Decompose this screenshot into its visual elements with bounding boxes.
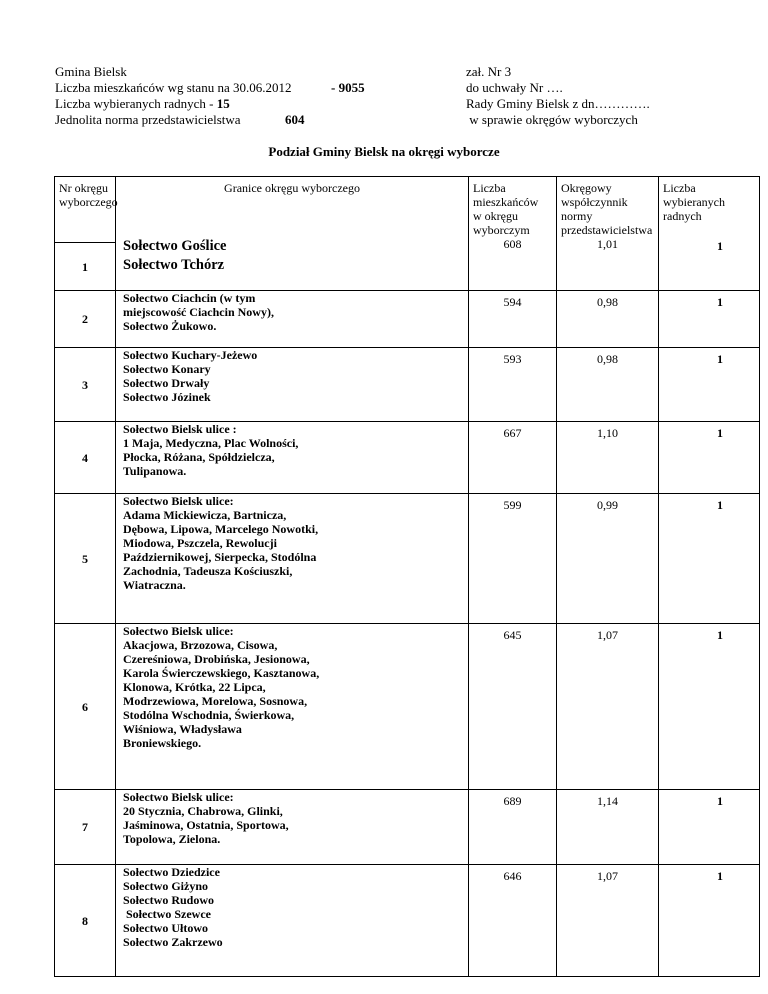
- district-2-councillors: 1: [659, 291, 760, 348]
- document-header-right: [466, 64, 650, 128]
- population-line: [55, 80, 365, 96]
- municipality-name: Gmina Bielsk: [55, 64, 127, 79]
- district-6-population: 645: [469, 624, 557, 790]
- district-2-population: 594: [469, 291, 557, 348]
- district-6-boundaries: Sołectwo Bielsk ulice: Akacjowa, Brzozowa, Cisowa, Czereśniowa, Drobińska, Jesionowa, Karola Świerczewskiego, Kasztanowa, Klonowa, Krótka, 22 Lipca, Modrzewiowa, Morelowa, Sosnowa, Stodólna Wschodnia, Świerkowa, Wiśniowa, Władysława Broniewskiego.: [116, 624, 469, 790]
- councillors-label: Liczba wybieranych radnych -: [55, 96, 217, 111]
- header-granice: Granice okręgu wyborczego: [224, 181, 360, 195]
- district-8-boundaries: Sołectwo Dziedzice Sołectwo Giżyno Sołectwo Rudowo Sołectwo Szewce Sołectwo Ułtowo Sołectwo Zakrzewo: [116, 865, 469, 977]
- district-3-number: 3: [82, 377, 88, 392]
- district-7-number: 7: [82, 820, 88, 834]
- district-7-boundaries: Sołectwo Bielsk ulice: 20 Stycznia, Chabrowa, Glinki, Jaśminowa, Ostatnia, Sportowa, Topolowa, Zielona.: [116, 790, 469, 865]
- header-granice-cell: [116, 177, 469, 291]
- district-3-population: 593: [469, 348, 557, 422]
- district-3-councillors: 1: [659, 348, 760, 422]
- header-wspolczynnik: Okręgowy współczynnik normy przedstawicielstwa 1,01: [557, 177, 659, 291]
- table-row: [55, 790, 760, 865]
- norm-label: Jednolita norma przedstawicielstwa: [55, 112, 241, 127]
- district-5-boundaries: Sołectwo Bielsk ulice: Adama Mickiewicza, Bartnicza, Dębowa, Lipowa, Marcelego Nowotki, Miodowa, Pszczela, Rewolucji Październikowej, Sierpecka, Stodólna Zachodnia, Tadeusza Kościuszki, Wiatraczna.: [116, 494, 469, 624]
- norm-value: 604: [285, 112, 305, 127]
- district-3-coefficient: 0,98: [557, 348, 659, 422]
- district-3-boundaries: Sołectwo Kuchary-Jeżewo Sołectwo Konary Sołectwo Drwały Sołectwo Józinek: [116, 348, 469, 422]
- district-2-number: 2: [82, 312, 88, 326]
- district-8-coefficient: 1,07: [557, 865, 659, 977]
- page-title: Podział Gminy Bielsk na okręgi wyborcze: [268, 144, 500, 159]
- district-4-boundaries: Sołectwo Bielsk ulice : 1 Maja, Medyczna, Plac Wolności, Płocka, Różana, Spółdzielcza, Tulipanowa.: [116, 422, 469, 494]
- district-4-number: 4: [82, 450, 88, 465]
- table-row: [55, 348, 760, 422]
- district-8-population: 646: [469, 865, 557, 977]
- table-row: [55, 291, 760, 348]
- district-1-councillors: 1: [717, 239, 723, 253]
- table-row: [55, 494, 760, 624]
- resolution-subject: w sprawie okręgów wyborczych: [466, 112, 638, 127]
- district-1-population: 608: [503, 237, 522, 251]
- district-5-population: 599: [469, 494, 557, 624]
- district-4-population: 667: [469, 422, 557, 494]
- district-1-coefficient: 1,01: [597, 237, 618, 251]
- council-date: Rady Gminy Bielsk z dn………….: [466, 96, 650, 111]
- district-6-coefficient: 1,07: [557, 624, 659, 790]
- table-row: [55, 865, 760, 977]
- table-header-row: [55, 177, 760, 243]
- district-2-coefficient: 0,98: [557, 291, 659, 348]
- population-value: - 9055: [331, 80, 365, 95]
- header-radnych: Liczba wybieranych radnych 1: [659, 177, 760, 291]
- district-4-councillors: 1: [659, 422, 760, 494]
- councillors-line: [55, 96, 291, 112]
- district-6-number: 6: [82, 699, 88, 714]
- councillors-value: 15: [216, 96, 230, 111]
- district-1-number-cell: [55, 243, 116, 291]
- district-8-number: 8: [82, 913, 88, 928]
- attachment-number: zał. Nr 3: [466, 64, 512, 79]
- document-header-left: [55, 64, 365, 128]
- table-row: [55, 624, 760, 790]
- district-5-number: 5: [82, 551, 88, 566]
- district-5-coefficient: 0,99: [557, 494, 659, 624]
- district-7-coefficient: 1,14: [557, 790, 659, 865]
- norm-line: [55, 112, 305, 128]
- district-7-population: 689: [469, 790, 557, 865]
- district-7-councillors: 1: [659, 790, 760, 865]
- header-nr: Nr okręgu wyborczego: [55, 177, 116, 243]
- district-6-councillors: 1: [659, 624, 760, 790]
- district-5-councillors: 1: [659, 494, 760, 624]
- population-label: Liczba mieszkańców wg stanu na 30.06.2012: [55, 80, 292, 95]
- district-1-boundaries: Sołectwo Goślice Sołectwo Tchórz: [123, 238, 227, 273]
- table-row: [55, 422, 760, 494]
- district-2-boundaries: Sołectwo Ciachcin (w tym miejscowość Ciachcin Nowy), Sołectwo Żukowo.: [116, 291, 469, 348]
- district-4-coefficient: 1,10: [557, 422, 659, 494]
- districts-table: [54, 176, 760, 977]
- district-8-councillors: 1: [659, 865, 760, 977]
- resolution-number: do uchwały Nr ….: [466, 80, 563, 95]
- district-1-number: 1: [82, 259, 88, 274]
- header-liczba: Liczba mieszkańców w okręgu wyborczym 608: [469, 177, 557, 291]
